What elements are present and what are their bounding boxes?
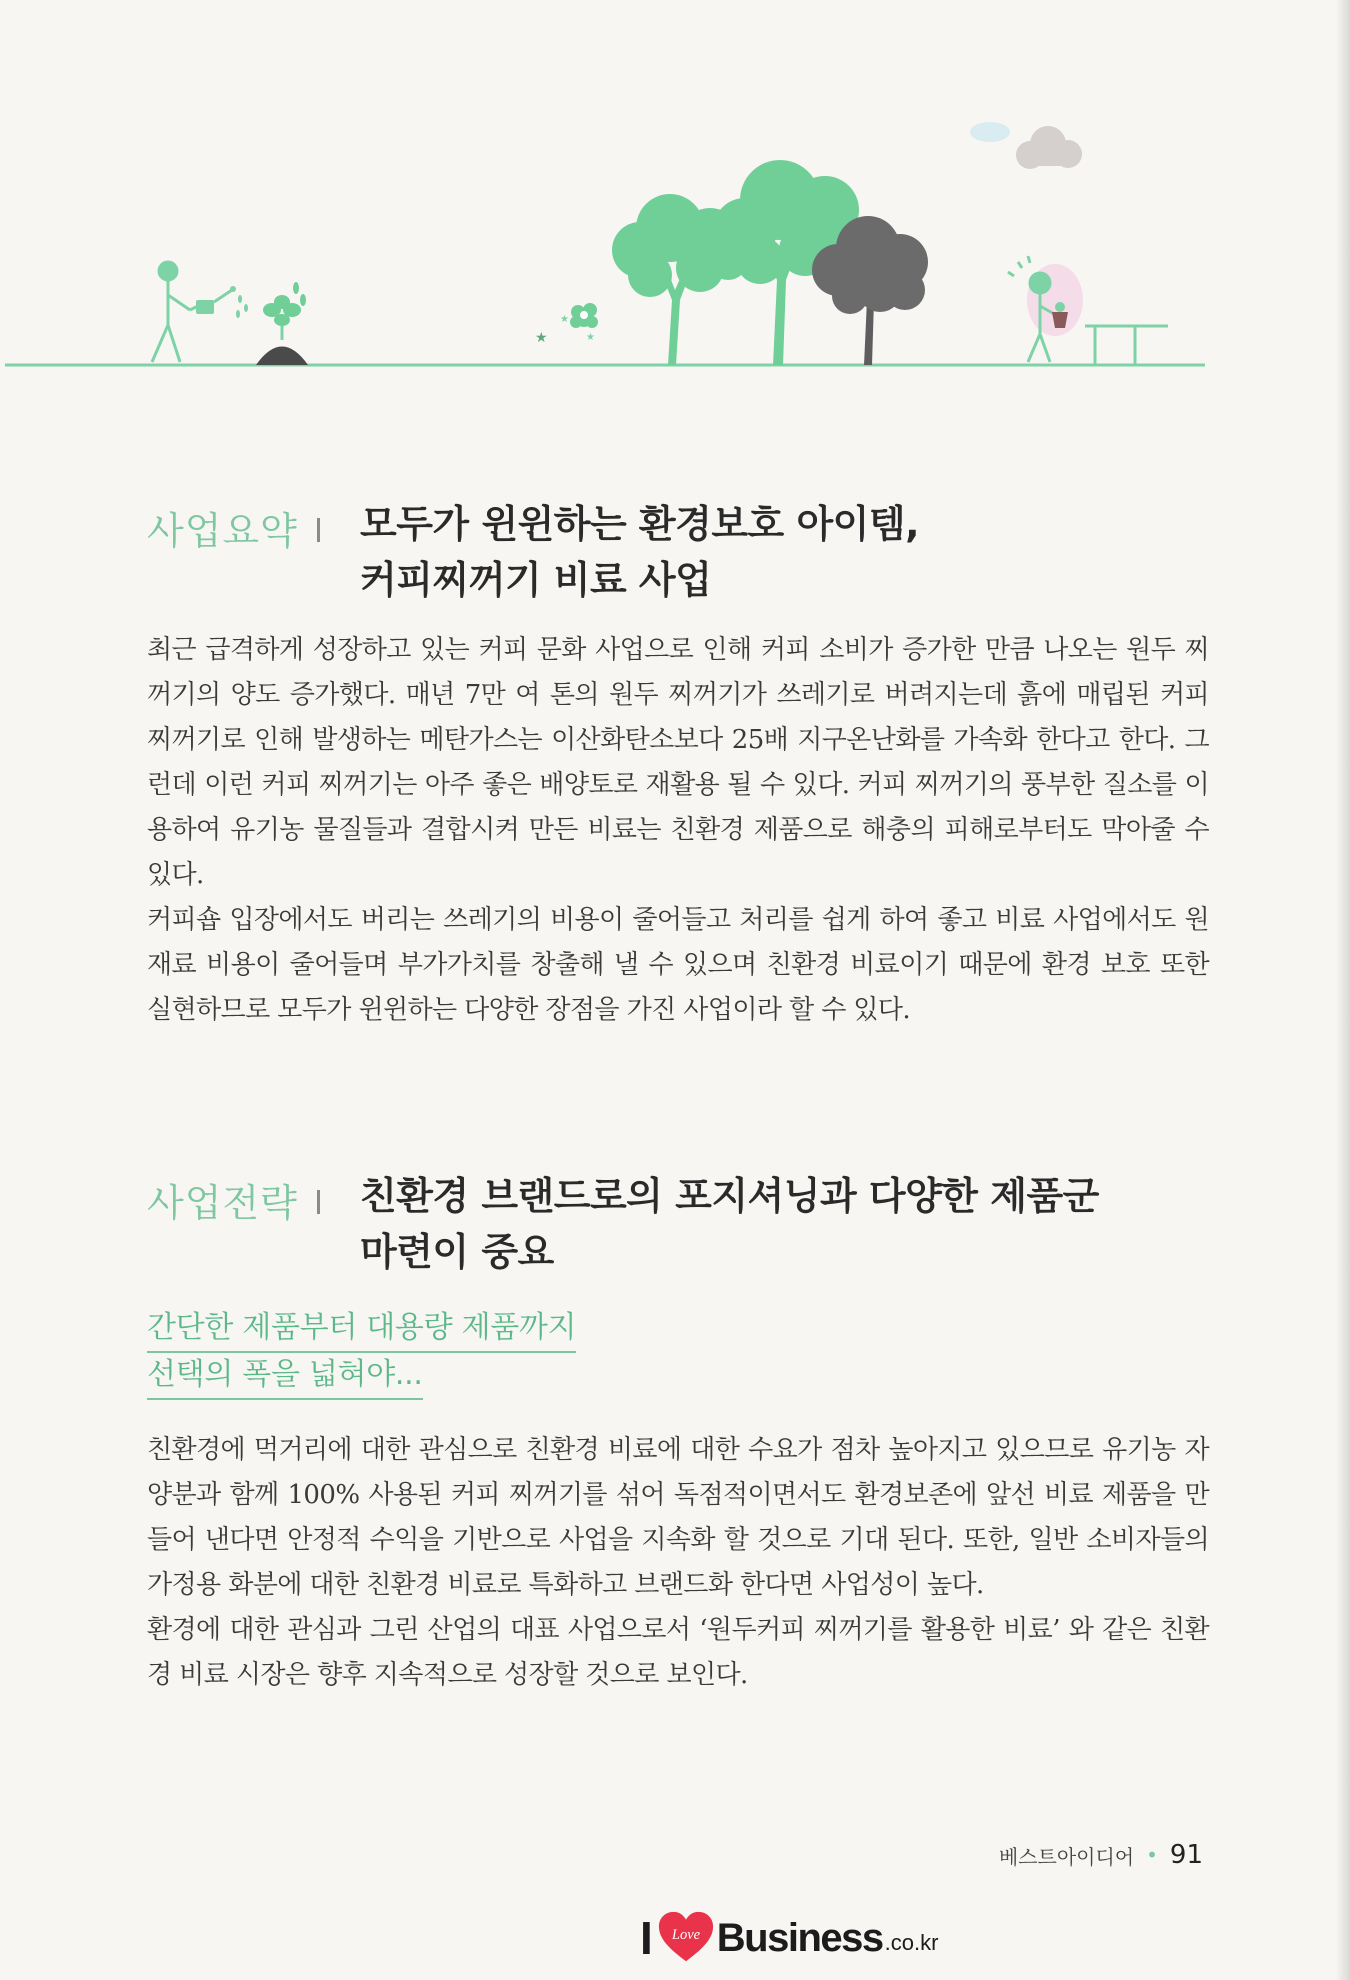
- header-illustration: [0, 100, 1350, 390]
- logo-domain: .co.kr: [884, 1930, 939, 1955]
- section-strategy-body: [147, 1428, 1209, 1698]
- logo-business: Business: [716, 1915, 883, 1960]
- sky-glow: [970, 122, 1010, 142]
- subheading-line: 선택의 폭을 넓혀야...: [147, 1353, 423, 1400]
- heart-icon: [657, 1909, 715, 1967]
- section-summary-body: [147, 628, 1209, 1033]
- cloud-icon: [1016, 126, 1082, 169]
- section-strategy-heading: [147, 1172, 1247, 1292]
- star-icon: ★: [535, 330, 548, 346]
- flower-icon: [570, 303, 598, 328]
- section-summary-heading: [147, 500, 1247, 620]
- watering-can-icon: [196, 286, 236, 314]
- section-title: 친환경 브랜드로의 포지셔닝과 다양한 제품군 마련이 중요: [360, 1174, 1099, 1274]
- brand-logo: [640, 1908, 938, 1968]
- section-label: 사업전략: [147, 1181, 298, 1225]
- star-icon: ★: [586, 332, 595, 343]
- subheading: [147, 1306, 576, 1400]
- book-title: 베스트아이디어: [998, 1844, 1135, 1869]
- sprout-icon: [256, 282, 308, 365]
- subheading-line: 간단한 제품부터 대용량 제품까지: [147, 1306, 576, 1353]
- page-footer: [999, 1840, 1203, 1870]
- table-icon: [1085, 326, 1168, 364]
- paragraph: 커피숍 입장에서도 버리는 쓰레기의 비용이 줄어들고 처리를 쉽게 하여 좋고 비료 사업에서도 원재료 비용이 줄어들며 부가가치를 창출해 낼 수 있으며 친환경 비료이기 때문에 환경 보호 또한 실현하므로 모두가 윈윈하는 다양한 장점을 가진 사업이라 할 수 있다.: [147, 905, 1209, 1025]
- paragraph: 친환경에 먹거리에 대한 관심으로 친환경 비료에 대한 수요가 점차 높아지고 있으므로 유기농 자양분과 함께 100% 사용된 커피 찌꺼기를 섞어 독점적이면서도 환경보존에 앞선 비료 제품을 만들어 낸다면 안정적 수익을 기반으로 사업을 지속화 할 것으로 기대 된다. 또한, 일반 소비자들의 가정용 화분에 대한 친환경 비료로 특화하고 브랜드화 한다면 사업성이 높다.: [147, 1435, 1209, 1600]
- section-label: 사업요약: [147, 509, 298, 553]
- water-drops-icon: [236, 295, 248, 318]
- logo-love-text: Love: [671, 1926, 700, 1943]
- gardener-figure-icon: [152, 262, 198, 362]
- section-divider: [317, 1190, 320, 1214]
- logo-i: I: [640, 1912, 653, 1964]
- section-divider: [317, 518, 320, 542]
- paragraph: 환경에 대한 관심과 그린 산업의 대표 사업으로서 ‘원두커피 찌꺼기를 활용한 비료’ 와 같은 친환경 비료 시장은 향후 지속적으로 성장할 것으로 보인다.: [147, 1615, 1209, 1690]
- page-number: 91: [1169, 1840, 1203, 1870]
- paragraph: 최근 급격하게 성장하고 있는 커피 문화 사업으로 인해 커피 소비가 증가한 만큼 나오는 원두 찌꺼기의 양도 증가했다. 매년 7만 여 톤의 원두 찌꺼기가 쓰레기로 버려지는데 흙에 매립된 커피 찌꺼기로 인해 발생하는 메탄가스는 이산화탄소보다 25배 지구온난화를 가속화 한다고 한다. 그런데 이런 커피 찌꺼기는 아주 좋은 배양토로 재활용 될 수 있다. 커피 찌꺼기의 풍부한 질소를 이용하여 유기농 물질들과 결합시켜 만든 비료는 친환경 제품으로 해충의 피해로부터도 막아줄 수 있다.: [147, 635, 1209, 890]
- section-title: 모두가 윈윈하는 환경보호 아이템, 커피찌꺼기 비료 사업: [360, 502, 920, 602]
- bullet-icon: •: [1146, 1843, 1158, 1867]
- star-icon: ★: [560, 314, 569, 325]
